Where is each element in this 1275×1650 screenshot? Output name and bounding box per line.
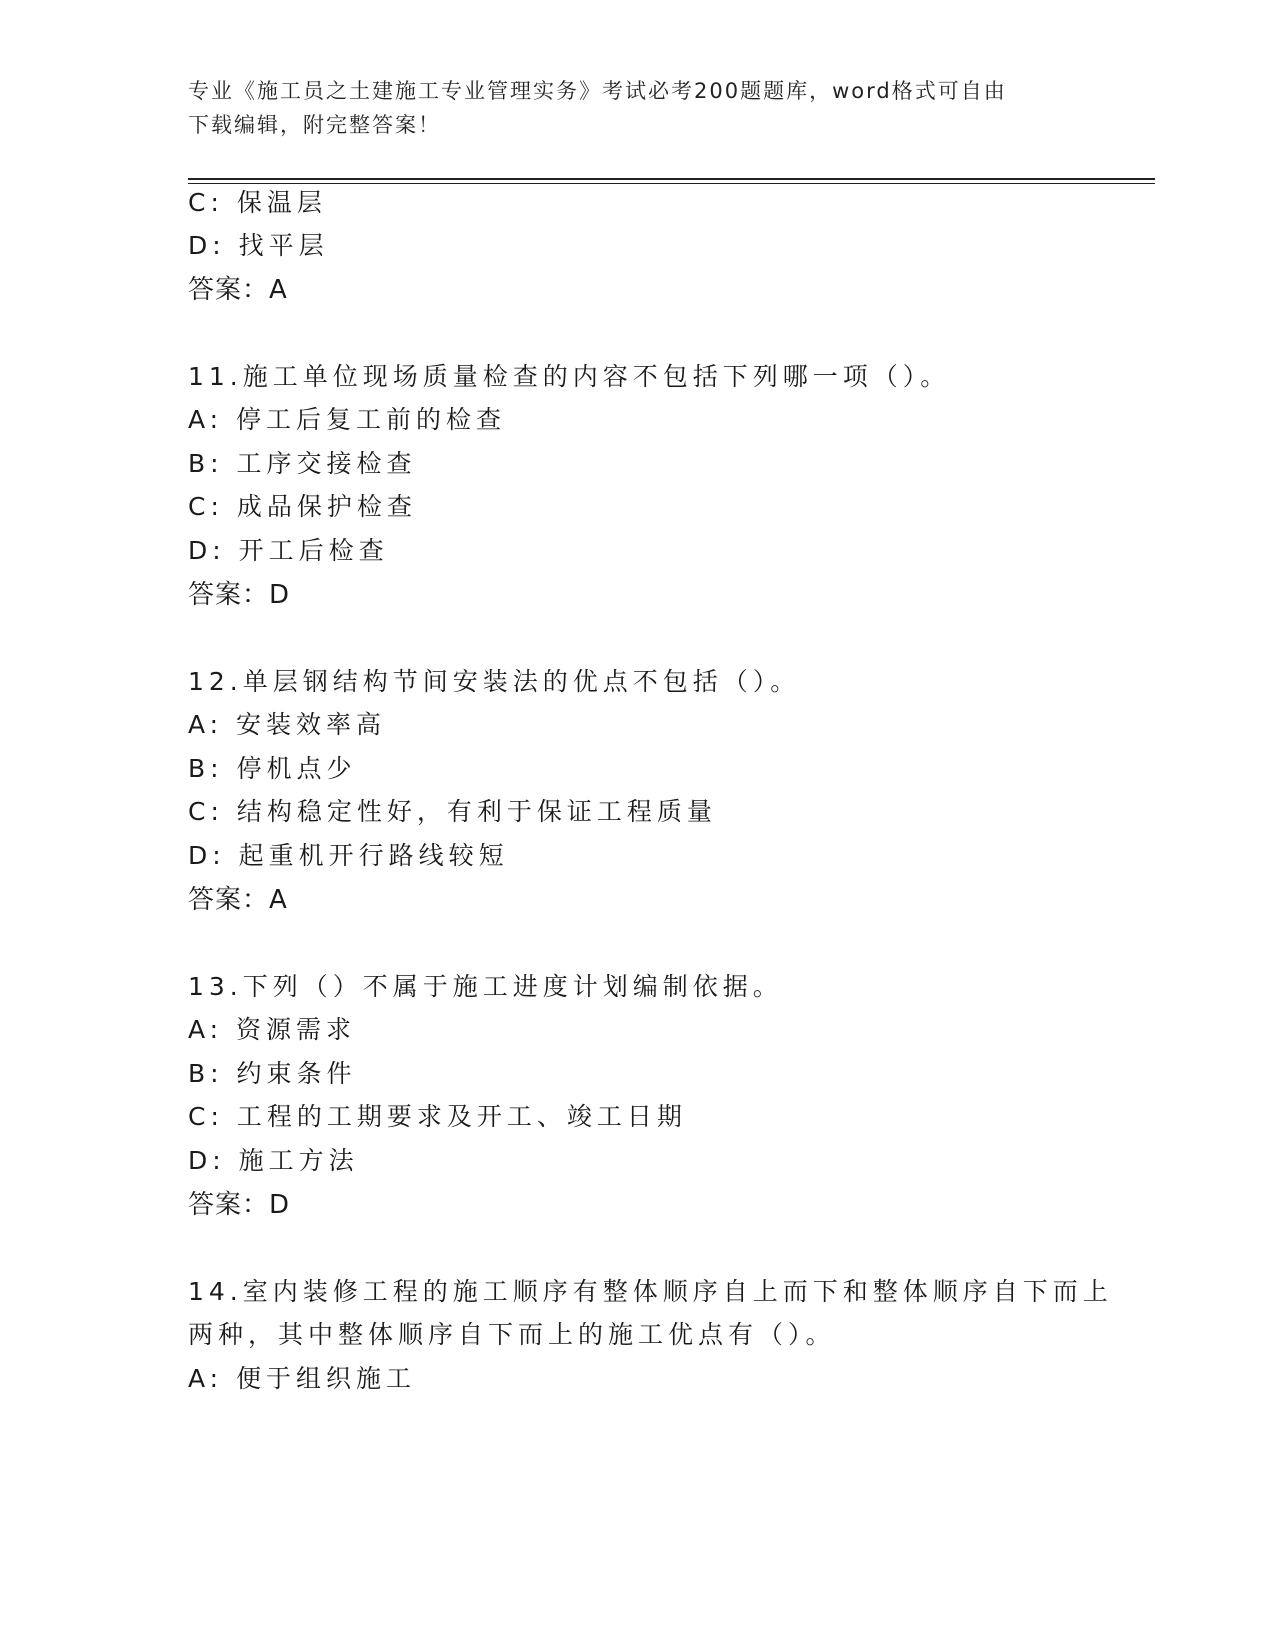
q11-answer: 答案：D [188,580,291,610]
header-title-line-2: 下载编辑，附完整答案！ [188,113,441,137]
q11-stem: 11.施工单位现场质量检查的内容不包括下列哪一项（）。 [188,362,951,391]
q12-option-a: A: 安装效率高 [188,710,387,739]
q13-option-c: C: 工程的工期要求及开工、竣工日期 [188,1102,687,1131]
q12-option-d: D: 起重机开行路线较短 [188,841,509,870]
q10-option-d: D: 找平层 [188,231,329,260]
q13-option-a: A: 资源需求 [188,1015,357,1044]
q13-answer: 答案：D [188,1190,291,1220]
header-divider-thin [188,183,1155,184]
q12-option-c: C: 结构稳定性好，有利于保证工程质量 [188,797,717,826]
q13-option-b: B: 约束条件 [188,1059,357,1088]
q14-stem-line-2: 两种，其中整体顺序自下而上的施工优点有（）。 [188,1320,836,1349]
header-divider-thick [188,178,1155,180]
header-title-line-1: 专业《施工员之土建施工专业管理实务》考试必考200题题库，word格式可自由 [188,79,1007,103]
q13-option-d: D: 施工方法 [188,1146,359,1175]
q11-option-d: D: 开工后检查 [188,536,389,565]
q11-option-c: C: 成品保护检查 [188,492,417,521]
q12-option-b: B: 停机点少 [188,754,357,783]
q14-option-a: A: 便于组织施工 [188,1364,417,1393]
q11-option-b: B: 工序交接检查 [188,449,417,478]
q13-stem: 13.下列（）不属于施工进度计划编制依据。 [188,972,783,1001]
q12-answer: 答案：A [188,885,288,915]
document-header [188,74,1088,142]
q12-stem: 12.单层钢结构节间安装法的优点不包括（）。 [188,667,801,696]
q11-option-a: A: 停工后复工前的检查 [188,405,507,434]
q10-option-c: C: 保温层 [188,188,327,217]
q14-stem-line-1: 14.室内装修工程的施工顺序有整体顺序自上而下和整体顺序自下而上 [188,1277,1113,1306]
q10-answer: 答案：A [188,275,288,305]
